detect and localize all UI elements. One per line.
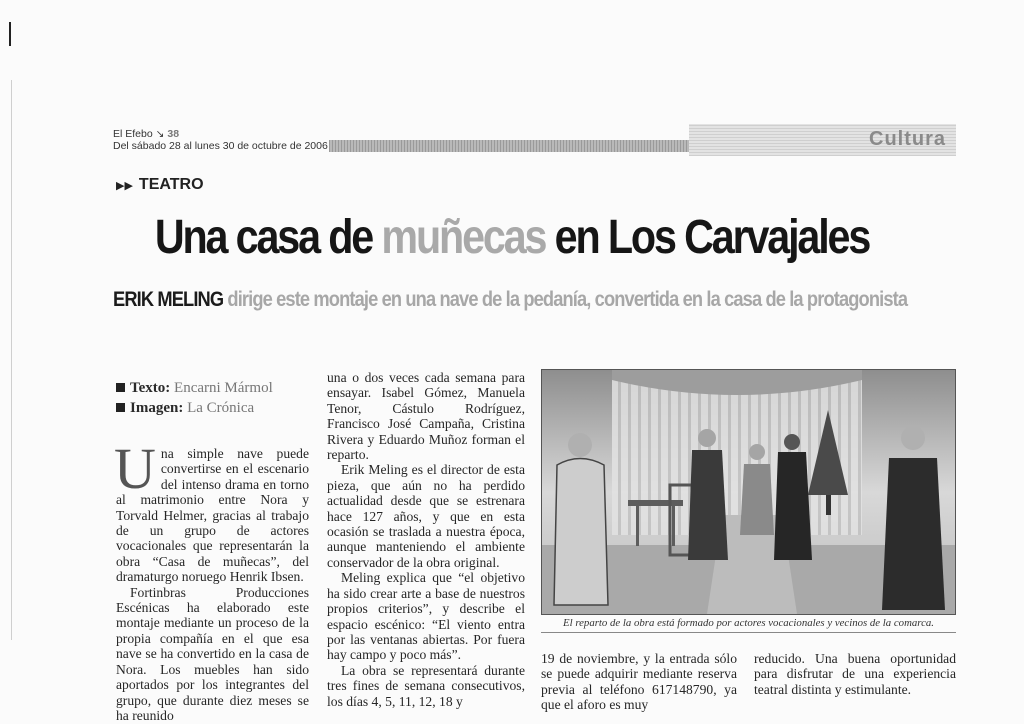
headline-highlight: muñecas	[381, 211, 546, 264]
article-column-2	[327, 370, 525, 709]
article-photo	[541, 369, 956, 615]
byline-text-label: Texto:	[130, 380, 171, 396]
drop-cap: U	[114, 436, 156, 501]
section-tag: Cultura	[869, 128, 946, 150]
byline	[116, 378, 273, 418]
col2-paragraph-2: Erik Meling es el director de esta pieza, que aún no ha perdido actualidad desde que se estrenara hace 127 años, y que en esta ocasión se traslada a nuestra época, aunque manteniendo el ambiente conservador de la obra original.	[327, 462, 525, 570]
byline-image-source: La Crónica	[187, 400, 255, 416]
headline-part2: en Los Carvajales	[545, 211, 870, 264]
header-info	[113, 128, 328, 152]
subhead-name: ERIK MELING	[113, 288, 224, 311]
section-label	[116, 176, 204, 194]
square-bullet-icon	[116, 403, 125, 412]
col2-paragraph-3: Meling explica que “el objetivo ha sido crear arte a base de nuestros propios criterios”, y describe el espacio escénico: “El viento entra por las ventanas abiertas. Por fuera hay campo y poco más”.	[327, 570, 525, 663]
page-fold-line	[11, 80, 12, 640]
cast-photo-illustration	[542, 370, 955, 614]
headline-part1: Una casa de	[154, 211, 382, 264]
section-label-text: TEATRO	[138, 176, 204, 193]
page-header	[113, 124, 956, 156]
article-column-3	[541, 651, 737, 713]
page-number: 38	[167, 128, 180, 140]
arrow-icon: ↘	[155, 128, 165, 140]
byline-image-label: Imagen:	[130, 400, 184, 416]
col2-paragraph-1: una o dos veces cada semana para ensayar. Isabel Gómez, Manuela Tenor, Cástulo Rodríguez, Francisco José Campaña, Cristina Rivera y Eduardo Muñoz forman el reparto.	[327, 370, 525, 463]
col4-paragraph-1: reducido. Una buena oportunidad para disfrutar de una experiencia teatral distinta y estimulante.	[754, 651, 956, 697]
photo-caption: El reparto de la obra está formado por actores vocacionales y vecinos de la comarca.	[541, 614, 956, 633]
scan-edge-mark	[9, 22, 11, 46]
col1-paragraph-1: na simple nave puede convertirse en el escenario del intenso drama en torno al matrimonio entre Nora y Torvald Helmer, gracias al trabajo de un grupo de actores vocacionales que representarán la obra “Casa de muñecas”, del dramaturgo noruego Henrik Ibsen.	[116, 446, 309, 585]
col1-paragraph-2: Fortinbras Producciones Escénicas ha elaborado este montaje mediante un proceso de la propia compañía en el que esa nave se ha convertido en la casa de Nora. Los muebles han sido aportados por los integrantes del grupo, que durante diez meses se ha reunido	[116, 584, 309, 723]
double-arrow-icon: ▶▶	[116, 180, 133, 192]
section-tag-box	[689, 124, 956, 156]
article-column-1	[114, 436, 309, 723]
square-bullet-icon	[116, 383, 125, 392]
subheadline	[113, 288, 907, 312]
headline	[72, 210, 953, 265]
issue-date: Del sábado 28 al lunes 30 de octubre de 2006	[113, 140, 328, 152]
subhead-text: dirige este montaje en una nave de la pedanía, convertida en la casa de la protagonista	[223, 288, 908, 311]
article-column-4	[754, 651, 956, 697]
col2-paragraph-4: La obra se representará durante tres fines de semana consecutivos, los días 4, 5, 11, 12, 18 y	[327, 662, 525, 709]
byline-author: Encarni Mármol	[174, 380, 273, 396]
publication-name: El Efebo	[113, 128, 153, 140]
col3-paragraph-1: 19 de noviembre, y la entrada sólo se puede adquirir mediante reserva previa al teléfono 617148790, ya que el aforo es muy	[541, 651, 737, 713]
